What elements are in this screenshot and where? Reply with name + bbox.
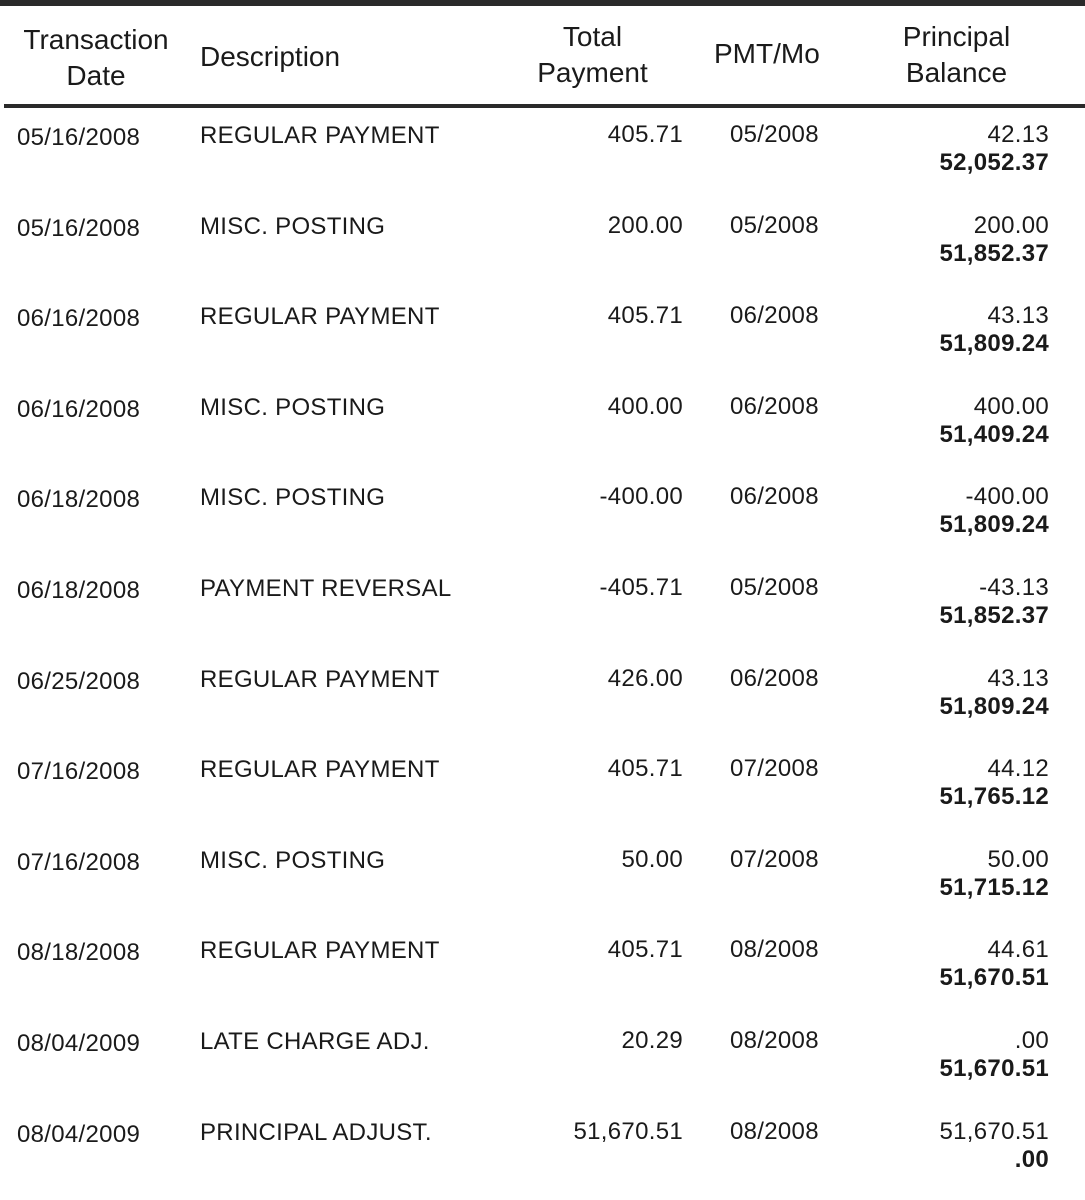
description: MISC. POSTING (200, 846, 386, 874)
total-payment: 200.00 (607, 211, 683, 239)
transaction-date: 06/25/2008 (17, 667, 141, 695)
table-row (0, 380, 1085, 471)
table-row (0, 833, 1085, 924)
total-payment: 400.00 (607, 392, 683, 420)
description: MISC. POSTING (200, 393, 386, 421)
description: LATE CHARGE ADJ. (200, 1027, 430, 1055)
transaction-date: 08/04/2009 (17, 1120, 141, 1148)
principal: 200.00 (973, 211, 1049, 239)
header-total-payment-line1: Total (562, 21, 623, 52)
header-total-payment-line2: Payment (537, 57, 648, 88)
table-row (0, 289, 1085, 380)
pmt-mo: 08/2008 (730, 936, 819, 964)
principal: 51,670.51 (939, 1117, 1049, 1145)
pmt-mo: 05/2008 (730, 211, 819, 239)
pmt-mo: 06/2008 (730, 302, 819, 330)
principal: 400.00 (973, 392, 1049, 420)
principal: 44.12 (987, 755, 1049, 783)
description: REGULAR PAYMENT (200, 937, 440, 965)
header-total-payment (520, 19, 665, 91)
transaction-date: 08/04/2009 (17, 1029, 141, 1057)
balance: 51,852.37 (939, 239, 1049, 267)
total-payment: 405.71 (607, 936, 683, 964)
header-description: Description (200, 41, 341, 72)
table-row (0, 561, 1085, 652)
transaction-date: 06/16/2008 (17, 395, 141, 423)
table-row (0, 652, 1085, 743)
total-payment: 20.29 (621, 1026, 683, 1054)
description: PRINCIPAL ADJUST. (200, 1118, 432, 1146)
transaction-date: 05/16/2008 (17, 214, 141, 242)
header-transaction-date (12, 22, 180, 94)
principal: 50.00 (987, 845, 1049, 873)
principal: .00 (1014, 1026, 1049, 1054)
pmt-mo: 08/2008 (730, 1026, 819, 1054)
principal: 43.13 (987, 664, 1049, 692)
transaction-date: 06/18/2008 (17, 576, 141, 604)
balance: 51,852.37 (939, 601, 1049, 629)
balance: 51,409.24 (939, 420, 1049, 448)
balance: 51,765.12 (939, 783, 1049, 811)
total-payment: 426.00 (607, 664, 683, 692)
total-payment: 405.71 (607, 302, 683, 330)
pmt-mo: 05/2008 (730, 121, 819, 148)
principal: -43.13 (979, 573, 1049, 601)
header-pmt-mo: PMT/Mo (714, 38, 820, 69)
description: MISC. POSTING (200, 484, 386, 512)
header-principal-balance-line2: Balance (905, 57, 1008, 88)
balance: 52,052.37 (939, 149, 1049, 176)
principal: 43.13 (987, 302, 1049, 330)
description: REGULAR PAYMENT (200, 756, 440, 784)
table-row (0, 742, 1085, 833)
total-payment: 50.00 (621, 845, 683, 873)
balance: .00 (1014, 1145, 1049, 1173)
description: REGULAR PAYMENT (200, 665, 440, 693)
description: REGULAR PAYMENT (200, 122, 440, 149)
balance: 51,715.12 (939, 873, 1049, 901)
balance: 51,809.24 (939, 511, 1049, 539)
transaction-date: 05/16/2008 (17, 124, 141, 151)
table-row (0, 470, 1085, 561)
total-payment: 405.71 (607, 121, 683, 148)
table-row (0, 1105, 1085, 1196)
header-principal-balance-line1: Principal (902, 21, 1011, 52)
balance: 51,809.24 (939, 692, 1049, 720)
header-principal-balance (884, 19, 1029, 91)
balance: 51,809.24 (939, 330, 1049, 358)
description: REGULAR PAYMENT (200, 303, 440, 331)
transaction-table-body (0, 108, 1085, 1195)
header-transaction-date-line2: Date (66, 60, 126, 91)
pmt-mo: 06/2008 (730, 664, 819, 692)
transaction-date: 07/16/2008 (17, 848, 141, 876)
transaction-date: 07/16/2008 (17, 758, 141, 786)
transaction-date: 06/16/2008 (17, 305, 141, 333)
table-row (0, 108, 1085, 199)
transaction-date: 08/18/2008 (17, 939, 141, 967)
pmt-mo: 06/2008 (730, 392, 819, 420)
pmt-mo: 07/2008 (730, 845, 819, 873)
principal: -400.00 (965, 483, 1049, 511)
total-payment: 51,670.51 (573, 1117, 683, 1145)
pmt-mo: 05/2008 (730, 573, 819, 601)
table-header (0, 6, 1085, 106)
header-transaction-date-line1: Transaction (23, 24, 169, 55)
total-payment: -405.71 (599, 573, 683, 601)
total-payment: -400.00 (599, 483, 683, 511)
description: MISC. POSTING (200, 212, 386, 240)
pmt-mo: 08/2008 (730, 1117, 819, 1145)
transaction-date: 06/18/2008 (17, 486, 141, 514)
principal: 44.61 (987, 936, 1049, 964)
balance: 51,670.51 (939, 1054, 1049, 1082)
principal: 42.13 (987, 121, 1049, 148)
total-payment: 405.71 (607, 755, 683, 783)
pmt-mo: 07/2008 (730, 755, 819, 783)
table-row (0, 1014, 1085, 1105)
pmt-mo: 06/2008 (730, 483, 819, 511)
balance: 51,670.51 (939, 964, 1049, 992)
table-row (0, 199, 1085, 290)
table-row (0, 923, 1085, 1014)
description: PAYMENT REVERSAL (200, 574, 452, 602)
